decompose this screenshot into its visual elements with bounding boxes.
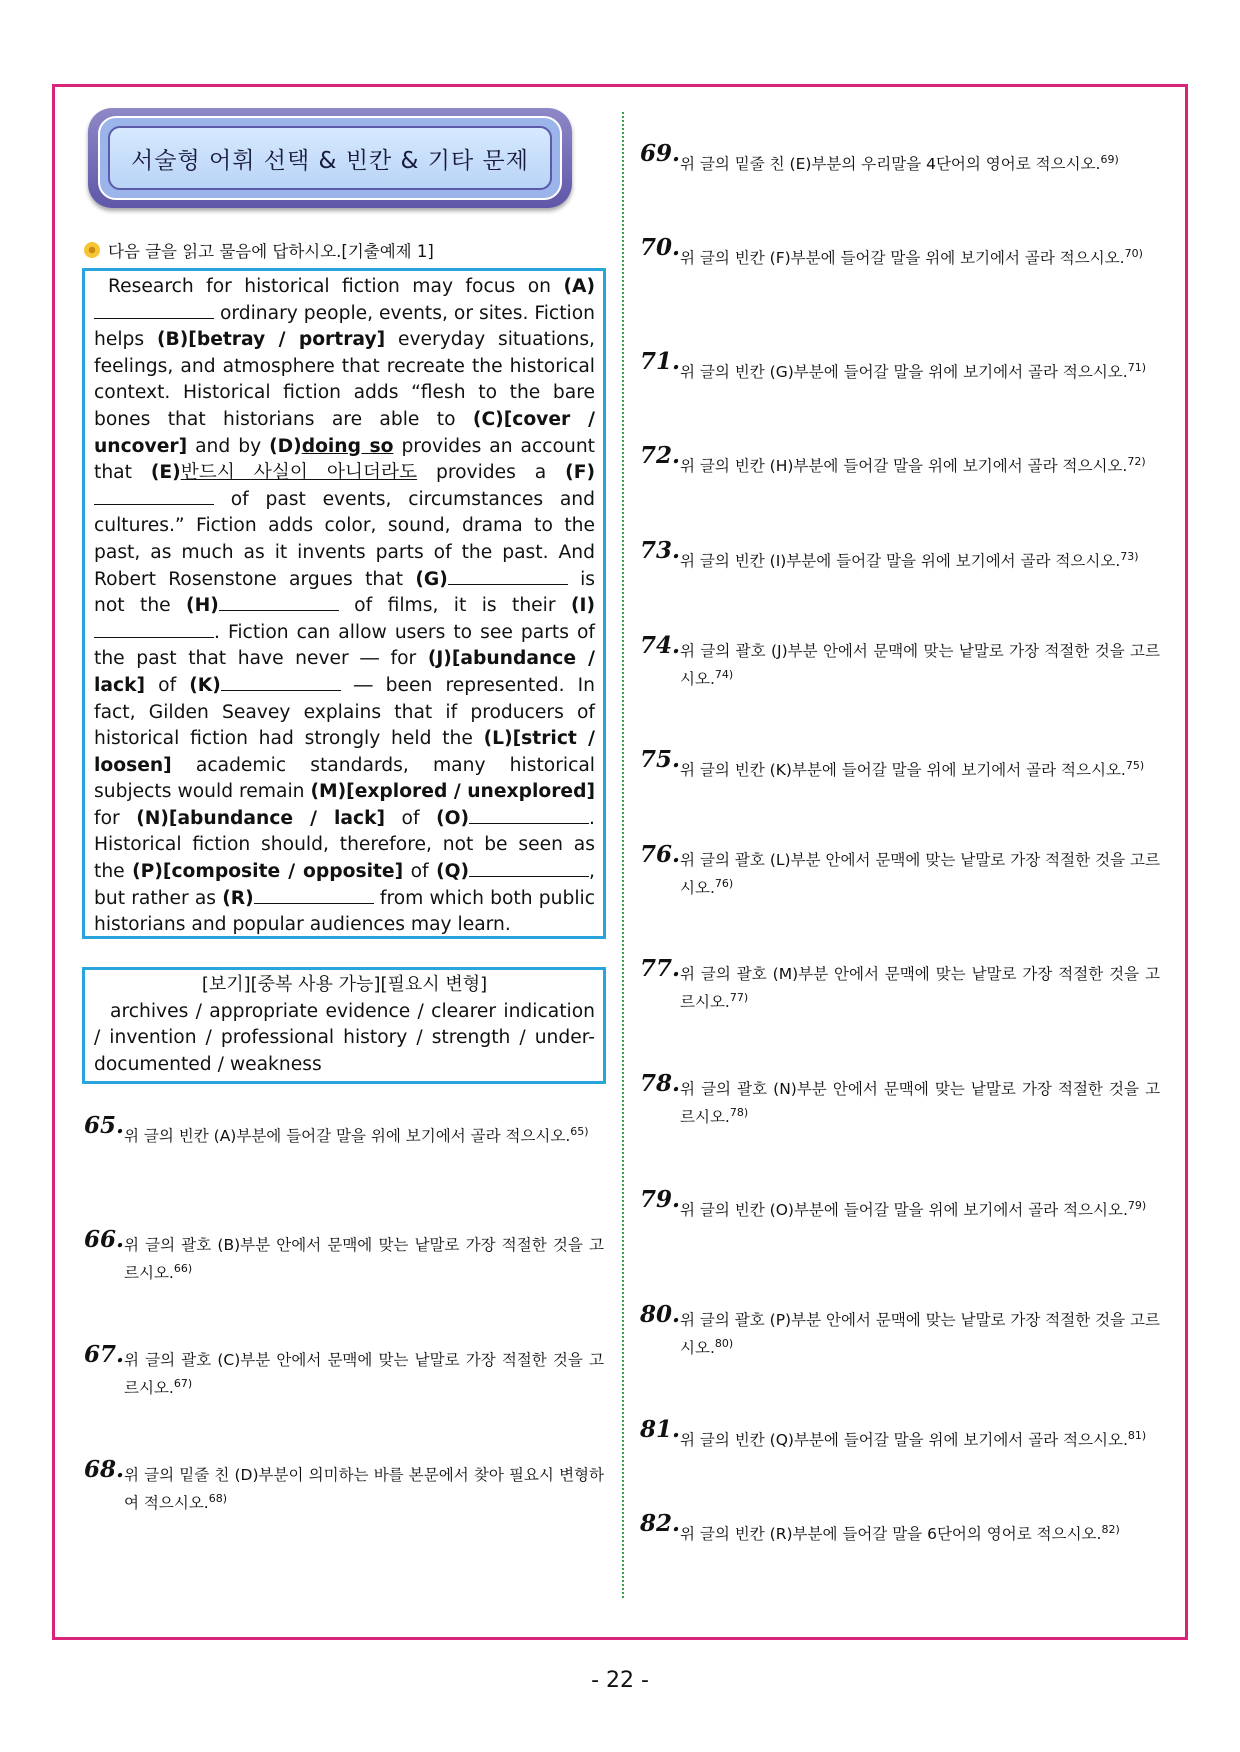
marker-o: (O) (436, 807, 470, 829)
marker-e: (E) (150, 462, 181, 484)
marker-k: (K) (189, 674, 221, 696)
marker-a: (A) (563, 276, 595, 297)
question-79: 79. 위 글의 빈칸 (O)부분에 들어갈 말을 위에 보기에서 골라 적으시오.$^{79)}$ (640, 1186, 1147, 1220)
word-bank-heading: [보기][중복 사용 가능][필요시 변형] (201, 974, 488, 995)
question-80: 80. 위 글의 괄호 (P)부분 안에서 문맥에 맞는 낱말로 가장 적절한 것을 고르시오.$^{80)}$ (640, 1301, 1160, 1358)
marker-r: (R) (222, 887, 254, 909)
choice-p: (P)[composite / opposite] (132, 861, 404, 883)
word-bank-words: archives / appropriate evidence / clearer indication / invention / professional history / strength / under-documented / weakness (94, 1000, 595, 1075)
marker-d: (D)doing so (269, 435, 394, 457)
choice-l: (L)[strict / loosen] (94, 728, 595, 776)
question-75: 75. 위 글의 빈칸 (K)부분에 들어갈 말을 위에 보기에서 골라 적으시오.$^{75)}$ (640, 746, 1145, 780)
blank-r (254, 889, 374, 904)
page-number: - 22 - (591, 1668, 649, 1693)
question-67: 67. 위 글의 괄호 (C)부분 안에서 문맥에 맞는 낱말로 가장 적절한 것을 고르시오.$^{67)}$ (84, 1341, 604, 1398)
blank-o (469, 809, 589, 824)
question-78: 78. 위 글의 괄호 (N)부분 안에서 문맥에 맞는 낱말로 가장 적절한 것을 고르시오.$^{78)}$ (640, 1070, 1160, 1127)
blank-g (448, 570, 568, 585)
blank-i (94, 623, 214, 638)
choice-m: (M)[explored / unexplored] (310, 781, 595, 803)
marker-q: (Q) (436, 861, 470, 883)
title-banner (88, 108, 572, 208)
blank-f (94, 490, 214, 505)
marker-i: (I) (570, 595, 595, 617)
section-title: 서술형 어휘 선택 & 빈칸 & 기타 문제 (108, 126, 552, 190)
question-69: 69. 위 글의 밑줄 친 (E)부분의 우리말을 4단어의 영어로 적으시오.$^{69)}$ (640, 140, 1119, 174)
question-76: 76. 위 글의 괄호 (L)부분 안에서 문맥에 맞는 낱말로 가장 적절한 것을 고르시오.$^{76)}$ (640, 841, 1160, 898)
question-77: 77. 위 글의 괄호 (M)부분 안에서 문맥에 맞는 낱말로 가장 적절한 것을 고르시오.$^{77)}$ (640, 955, 1160, 1012)
flower-icon (84, 242, 100, 258)
word-bank (82, 967, 606, 1084)
question-74: 74. 위 글의 괄호 (J)부분 안에서 문맥에 맞는 낱말로 가장 적절한 것을 고르시오.$^{74)}$ (640, 632, 1160, 689)
question-71: 71. 위 글의 빈칸 (G)부분에 들어갈 말을 위에 보기에서 골라 적으시오.$^{71)}$ (640, 348, 1146, 382)
underlined-e: 반드시 사실이 아니더라도 (180, 462, 418, 484)
marker-f: (F) (565, 462, 596, 484)
question-70: 70. 위 글의 빈칸 (F)부분에 들어갈 말을 위에 보기에서 골라 적으시오.$^{70)}$ (640, 234, 1143, 268)
question-81: 81. 위 글의 빈칸 (Q)부분에 들어갈 말을 위에 보기에서 골라 적으시오.$^{81)}$ (640, 1416, 1147, 1450)
question-82: 82. 위 글의 빈칸 (R)부분에 들어갈 말을 6단어의 영어로 적으시오.$^{82)}$ (640, 1510, 1120, 1544)
choice-c: (C)[cover / uncover] (94, 408, 595, 457)
blank-a (94, 304, 214, 319)
blank-k (221, 676, 341, 691)
marker-h: (H) (186, 595, 219, 617)
question-66: 66. 위 글의 괄호 (B)부분 안에서 문맥에 맞는 낱말로 가장 적절한 것을 고르시오.$^{66)}$ (84, 1226, 604, 1283)
choice-j: (J)[abundance / lack] (94, 648, 595, 696)
choice-n: (N)[abundance / lack] (136, 807, 386, 829)
question-73: 73. 위 글의 빈칸 (I)부분에 들어갈 말을 위에 보기에서 골라 적으시오.$^{73)}$ (640, 537, 1139, 571)
question-72: 72. 위 글의 빈칸 (H)부분에 들어갈 말을 위에 보기에서 골라 적으시오.$^{72)}$ (640, 442, 1146, 476)
blank-q (469, 862, 589, 877)
question-65: 65. 위 글의 빈칸 (A)부분에 들어갈 말을 위에 보기에서 골라 적으시오.$^{65)}$ (84, 1112, 589, 1146)
instruction (84, 238, 434, 262)
choice-b: (B)[betray / portray] (156, 329, 386, 351)
question-68: 68. 위 글의 밑줄 친 (D)부분이 의미하는 바를 본문에서 찾아 필요시 변형하여 적으시오.$^{68)}$ (84, 1456, 604, 1513)
marker-g: (G) (415, 568, 448, 590)
blank-h (219, 596, 339, 611)
reading-passage: Research for historical fiction may focus on (A) ordinary people, events, or sites. Fiction helps (B)[betray / portray] everyday situations, feelings, and atmosphere that recreate the historical context. Historical fiction adds “flesh to the bare bones that historians are able to (C)[cover / uncover] and by (D)doing so provides an account that (E)반드시 사실이 아니더라도 provides a (F) of past events, circumstances and cultures.” Fiction adds color, sound, drama to the past, as much as it invents parts of the past. And Robert Rosenstone argues that (G) is not the (H) of films, it is their (I). Fiction can allow users to see parts of the past that have never ― for (J)[abundance / lack] of (K) ― been represented. In fact, Gilden Seavey explains that if producers of historical fiction had strongly held the (L)[strict / loosen] academic standards, many historical subjects would remain (M)[explored / unexplored] for (N)[abundance / lack] of (O) . Historical fiction should, therefore, not be seen as the (P)[composite / opposite] of (Q) , but rather as (R) from which both public historians and popular audiences may learn. (82, 268, 606, 939)
instruction-text: 다음 글을 읽고 물음에 답하시오.[기출예제 1] (108, 242, 434, 261)
column-divider (622, 112, 624, 1598)
